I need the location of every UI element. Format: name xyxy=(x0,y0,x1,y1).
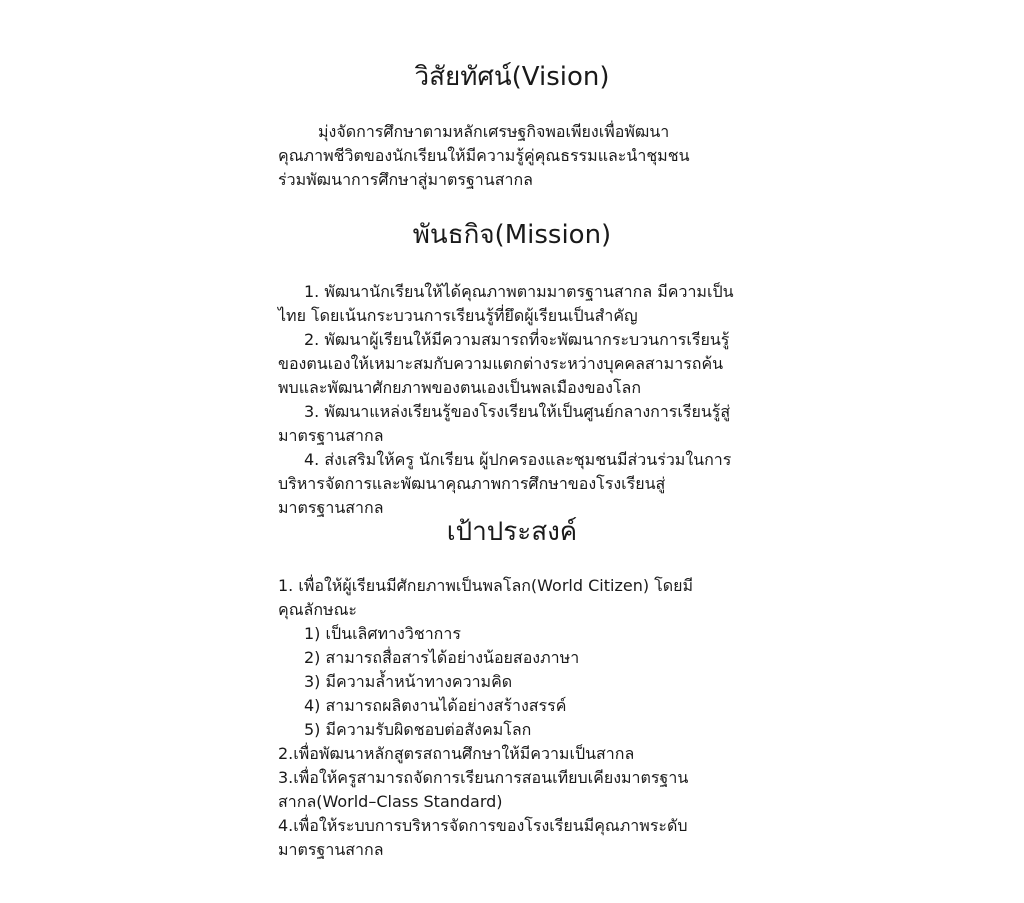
goals-paragraph xyxy=(278,574,758,862)
mission-item-4-line: 4. ส่งเสริมให้ครู นักเรียน ผู้ปกครองและชุมชนมีส่วนร่วมในการ xyxy=(304,450,732,469)
mission-item-3-line: 3. พัฒนาแหล่งเรียนรู้ของโรงเรียนให้เป็นศูนย์กลางการเรียนรู้สู่ xyxy=(304,402,731,421)
mission-item-4-line: บริหารจัดการและพัฒนาคุณภาพการศึกษาของโรงเรียนสู่ xyxy=(278,474,666,493)
goal-item-3-line: 3.เพื่อให้ครูสามารถจัดการเรียนการสอนเทียบเคียงมาตรฐาน xyxy=(278,768,689,787)
vision-line: คุณภาพชีวิตของนักเรียนให้มีความรู้คู่คุณธรรมและนำชุมชน xyxy=(278,146,690,165)
goal-subitem: 2) สามารถสื่อสารได้อย่างน้อยสองภาษา xyxy=(304,648,580,667)
mission-item-1-line: ไทย โดยเน้นกระบวนการเรียนรู้ที่ยึดผู้เรียนเป็นสำคัญ xyxy=(278,306,638,325)
goal-item-1-line: 1. เพื่อให้ผู้เรียนมีศักยภาพเป็นพลโลก(World Citizen) โดยมี xyxy=(278,576,694,595)
goal-item-3-line: สากล(World–Class Standard) xyxy=(278,792,503,811)
vision-line: มุ่งจัดการศึกษาตามหลักเศรษฐกิจพอเพียงเพื่อพัฒนา xyxy=(318,122,670,141)
mission-item-4-line: มาตรฐานสากล xyxy=(278,498,384,517)
goal-subitem: 1) เป็นเลิศทางวิชาการ xyxy=(304,624,461,643)
goal-subitem: 5) มีความรับผิดชอบต่อสังคมโลก xyxy=(304,720,532,739)
goals-heading: เป้าประสงค์ xyxy=(446,517,578,547)
mission-item-2-line: ของตนเองให้เหมาะสมกับความแตกต่างระหว่างบุคคลสามารถค้น xyxy=(278,354,724,373)
mission-paragraph xyxy=(278,280,758,520)
vision-paragraph xyxy=(278,120,758,192)
vision-heading: วิสัยทัศน์(Vision) xyxy=(414,62,610,92)
goal-item-1-line: คุณลักษณะ xyxy=(278,600,358,619)
mission-heading: พันธกิจ(Mission) xyxy=(412,220,612,250)
mission-item-2-line: 2. พัฒนาผู้เรียนให้มีความสมารถที่จะพัฒนากระบวนการเรียนรู้ xyxy=(304,330,730,349)
goal-item-2-line: 2.เพื่อพัฒนาหลักสูตรสถานศึกษาให้มีความเป็นสากล xyxy=(278,744,635,763)
mission-item-2-line: พบและพัฒนาศักยภาพของตนเองเป็นพลเมืองของโลก xyxy=(278,378,642,397)
vision-line: ร่วมพัฒนาการศึกษาสู่มาตรฐานสากล xyxy=(278,170,533,189)
goal-item-4-line: มาตรฐานสากล xyxy=(278,840,384,859)
goal-subitem: 4) สามารถผลิตงานได้อย่างสร้างสรรค์ xyxy=(304,696,567,715)
goal-item-4-line: 4.เพื่อให้ระบบการบริหารจัดการของโรงเรียนมีคุณภาพระดับ xyxy=(278,816,688,835)
goal-subitem: 3) มีความล้ำหน้าทางความคิด xyxy=(304,672,513,691)
mission-item-3-line: มาตรฐานสากล xyxy=(278,426,384,445)
mission-item-1-line: 1. พัฒนานักเรียนให้ได้คุณภาพตามมาตรฐานสากล มีความเป็น xyxy=(304,282,734,301)
